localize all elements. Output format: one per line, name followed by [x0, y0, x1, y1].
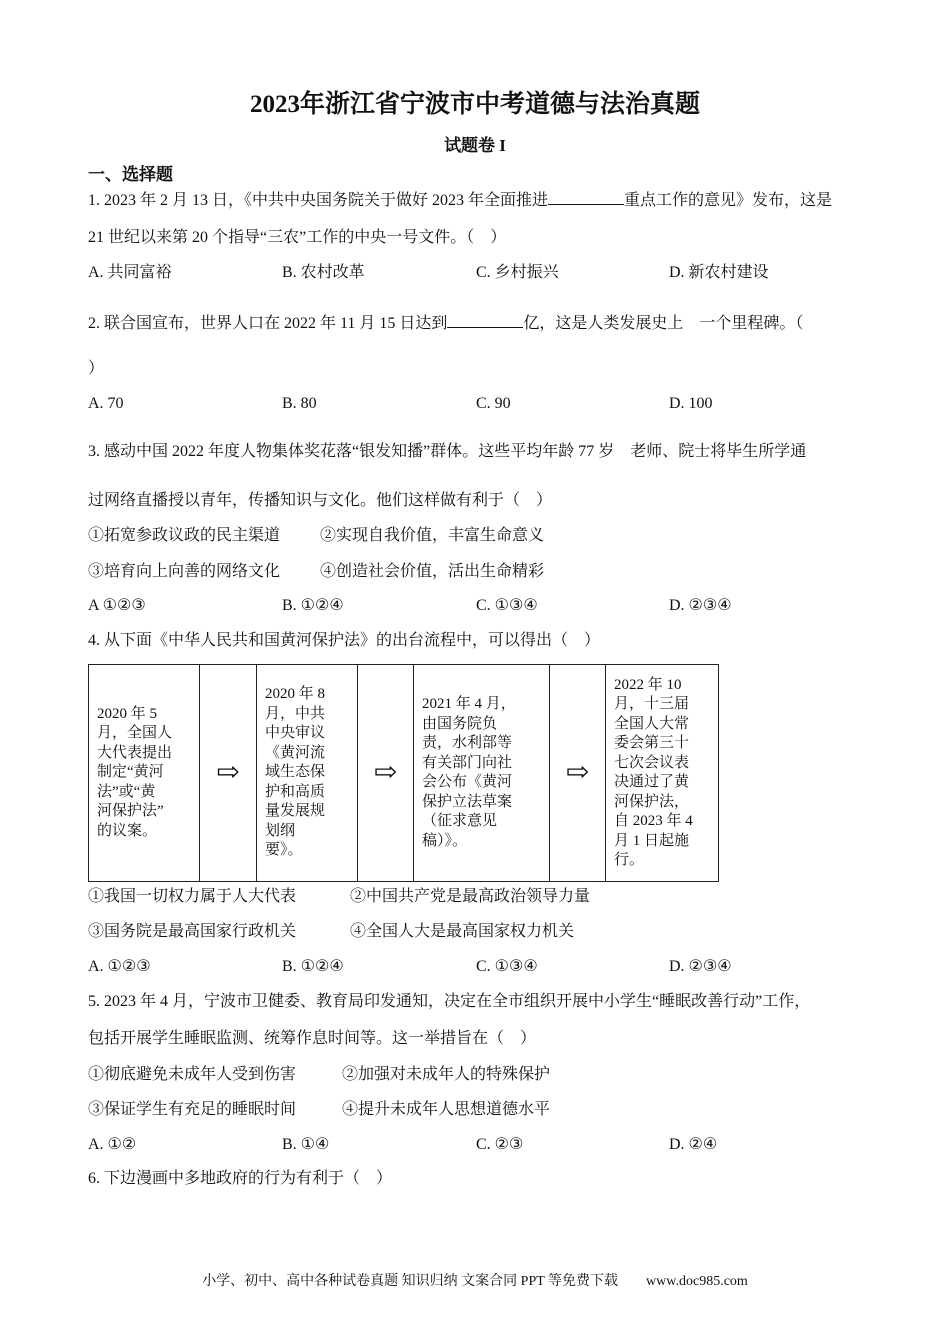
q4-item-1: ①我国一切权力属于人大代表: [88, 888, 297, 905]
page-footer: 小学、初中、高中各种试卷真题 知识归纳 文案合同 PPT 等免费下载 www.doc985.com: [202, 1274, 748, 1289]
q5-option-c: C. ②③: [476, 1136, 524, 1153]
q3-item-1: ①拓宽参政议政的民主渠道: [88, 527, 281, 544]
q4-option-b: B. ①②④: [282, 958, 344, 975]
flow-arrow-icon: ⇨: [200, 665, 257, 881]
q5-stem-line1: 5. 2023 年 4 月，宁波市卫健委、教育局印发通知，决定在全市组织开展中小学生“睡眠改善行动”工作，: [88, 993, 811, 1010]
q4-item-2: ②中国共产党是最高政治领导力量: [350, 888, 591, 905]
q4-option-d: D. ②③④: [669, 958, 732, 975]
q1-stem-line1: 1. 2023 年 2 月 13 日，《中共中央国务院关于做好 2023 年全面推进 重点工作的意见》发布，这是: [88, 188, 832, 212]
q4-stem-line1: 4. 从下面《中华人民共和国黄河保护法》的出台流程中，可以得出（ ）: [88, 632, 601, 649]
q2-stem-line2: ）: [88, 360, 105, 377]
q2-option-d: D. 100: [669, 395, 713, 412]
flow-step-2: 2020 年 8 月，中共 中央审议 《黄河流 域生态保 护和高质 量发展规 划纲 要》。: [257, 665, 358, 881]
flow-arrow-icon: ⇨: [550, 665, 606, 881]
q3-option-a: A ①②③: [88, 597, 146, 614]
q5-option-a: A. ①②: [88, 1136, 137, 1153]
flow-step-4: 2022 年 10 月，十三届 全国人大常 委会第三十 七次会议表 决通过了黄 河保护法， 自 2023 年 4 月 1 日起施 行。: [614, 676, 693, 868]
q3-option-d: D. ②③④: [669, 597, 732, 614]
q4-option-a: A. ①②③: [88, 958, 151, 975]
q4-item-3: ③国务院是最高国家行政机关: [88, 923, 297, 940]
q1-option-c: C. 乡村振兴: [476, 264, 559, 281]
q5-stem-line2: 包括开展学生睡眠监测、统筹作息时间等。这一举措旨在（ ）: [88, 1030, 537, 1047]
q4-item-4: ④全国人大是最高国家权力机关: [350, 923, 575, 940]
page-title: 2023年浙江省宁波市中考道德与法治真题: [249, 91, 700, 118]
q5-item-1: ①彻底避免未成年人受到伤害: [88, 1066, 297, 1083]
q1-blank: [548, 188, 624, 205]
q2-stem-line1: 2. 联合国宣布，世界人口在 2022 年 11 月 15 日达到 亿，这是人类发展史上 一个里程碑。（: [88, 311, 803, 335]
q2-option-b: B. 80: [282, 395, 317, 412]
flow-step-3: 2021 年 4 月， 由国务院负 责，水利部等 有关部门向社 会公布《黄河 保护立法草案 （征求意见 稿）》。: [414, 665, 550, 881]
q3-option-c: C. ①③④: [476, 597, 538, 614]
q5-option-b: B. ①④: [282, 1136, 330, 1153]
section-heading: 一、选择题: [88, 165, 173, 184]
flow-step-1: 2020 年 5 月，全国人 大代表提出 制定“黄河 法”或“黄 河保护法” 的议案。: [89, 665, 200, 881]
q5-item-3: ③保证学生有充足的睡眠时间: [88, 1101, 297, 1118]
q3-stem-line2: 过网络直播授以青年，传播知识与文化。他们这样做有利于（ ）: [88, 492, 553, 509]
q2-option-c: C. 90: [476, 395, 511, 412]
q1-option-a: A. 共同富裕: [88, 264, 172, 281]
q3-item-2: ②实现自我价值，丰富生命意义: [320, 527, 545, 544]
q3-option-b: B. ①②④: [282, 597, 344, 614]
q5-item-4: ④提升未成年人思想道德水平: [342, 1101, 551, 1118]
q1-option-d: D. 新农村建设: [669, 264, 769, 281]
q3-stem-line1: 3. 感动中国 2022 年度人物集体奖花落“银发知播”群体。这些平均年龄 77 岁 老师、院士将毕生所学通: [88, 443, 807, 460]
q2-option-a: A. 70: [88, 395, 124, 412]
q3-item-3: ③培育向上向善的网络文化: [88, 563, 281, 580]
flow-arrow-icon: ⇨: [358, 665, 414, 881]
q4-flow-table: [88, 664, 719, 882]
q4-option-c: C. ①③④: [476, 958, 538, 975]
q1-stem-line2: 21 世纪以来第 20 个指导“三农”工作的中央一号文件。（ ）: [88, 229, 507, 246]
q5-item-2: ②加强对未成年人的特殊保护: [342, 1066, 551, 1083]
exam-subtitle: 试题卷 I: [444, 136, 506, 155]
q3-item-4: ④创造社会价值，活出生命精彩: [320, 563, 545, 580]
q2-blank: [447, 311, 523, 328]
q6-stem-line1: 6. 下边漫画中多地政府的行为有利于（ ）: [88, 1170, 393, 1187]
q5-option-d: D. ②④: [669, 1136, 718, 1153]
q1-option-b: B. 农村改革: [282, 264, 365, 281]
